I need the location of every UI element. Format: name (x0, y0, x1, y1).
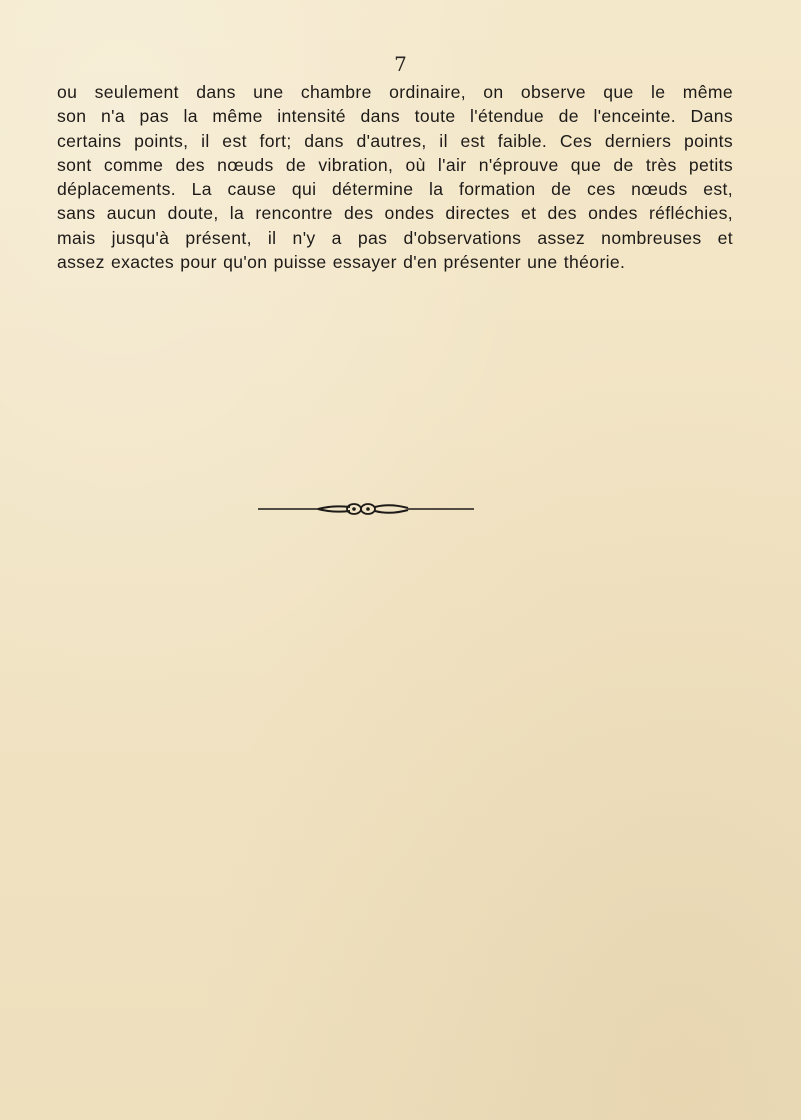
text-line: ou seulement dans une chambre ordinaire, on observe que le même (57, 82, 733, 102)
text-line: mais jusqu'à présent, il n'y a pas d'observations assez nombreuses et (57, 227, 733, 248)
text-line: sans aucun doute, la rencontre des ondes directes et des ondes réfléchies, (57, 203, 733, 224)
text-line: sont comme des nœuds de vibration, où l'air n'éprouve que de très petits (57, 154, 733, 175)
text-line: assez exactes pour qu'on puisse essayer d'en présenter une théorie. (57, 252, 626, 273)
text-line: certains points, il est fort; dans d'autres, il est faible. Ces derniers points (57, 130, 733, 151)
text-line: déplacements. La cause qui détermine la formation de ces nœuds est, (57, 179, 733, 200)
body-text (57, 80, 733, 274)
page-number: 7 (394, 52, 407, 76)
tailpiece-ornament-icon (258, 500, 474, 518)
text-line: son n'a pas la même intensité dans toute l'étendue de l'enceinte. Dans (57, 106, 733, 127)
